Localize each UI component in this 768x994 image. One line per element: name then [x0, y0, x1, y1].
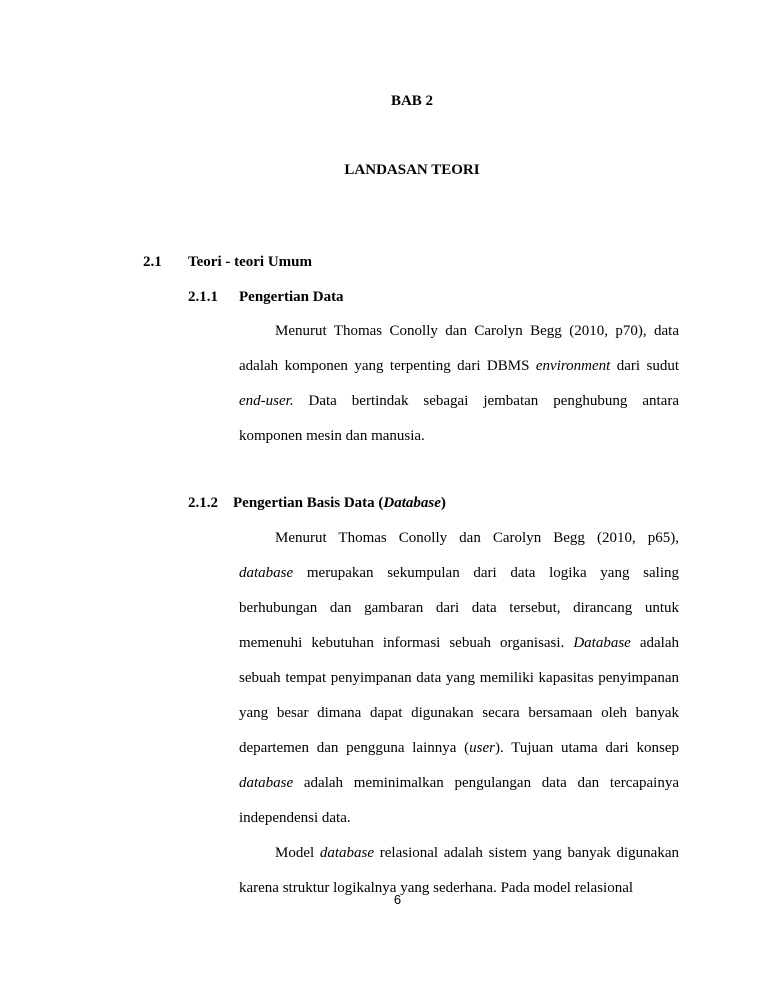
subsection-title-1: Pengertian Data: [239, 289, 344, 305]
paragraph-line: database adalah meminimalkan pengulangan data dan tercapainya: [239, 775, 679, 791]
chapter-number: BAB 2: [390, 93, 434, 109]
paragraph-line: berhubungan dan gambaran dari data tersebut, dirancang untuk: [239, 600, 679, 616]
paragraph-line: sebuah tempat penyimpanan data yang memiliki kapasitas penyimpanan: [239, 670, 679, 686]
subsection-title-2: Pengertian Basis Data (Database): [233, 495, 446, 511]
subsection-number-1: 2.1.1: [188, 289, 218, 305]
section-number: 2.1: [143, 254, 162, 270]
paragraph-line: memenuhi kebutuhan informasi sebuah organisasi. Database adalah: [239, 635, 680, 651]
paragraph-line: database merupakan sekumpulan dari data logika yang saling: [239, 565, 679, 581]
paragraph-line: yang besar dimana dapat digunakan secara bersamaan oleh banyak: [239, 705, 679, 721]
chapter-title: LANDASAN TEORI: [344, 162, 480, 178]
paragraph-line: komponen mesin dan manusia.: [239, 428, 425, 444]
paragraph-line: Menurut Thomas Conolly dan Carolyn Begg (2010, p65),: [275, 530, 679, 546]
paragraph-line: Model database relasional adalah sistem yang banyak digunakan: [275, 845, 679, 861]
paragraph-line: departemen dan pengguna lainnya (user). Tujuan utama dari konsep: [239, 740, 679, 756]
section-title: Teori - teori Umum: [188, 254, 312, 270]
page-number: 6: [393, 892, 402, 907]
paragraph-line: end-user. Data bertindak sebagai jembatan penghubung antara: [239, 393, 679, 409]
paragraph-line: Menurut Thomas Conolly dan Carolyn Begg (2010, p70), data: [275, 323, 679, 339]
paragraph-line: karena struktur logikalnya yang sederhana. Pada model relasional: [239, 880, 634, 896]
paragraph-line: independensi data.: [239, 810, 351, 826]
paragraph-line: adalah komponen yang terpenting dari DBMS environment dari sudut: [239, 358, 680, 374]
subsection-number-2: 2.1.2: [188, 495, 218, 511]
